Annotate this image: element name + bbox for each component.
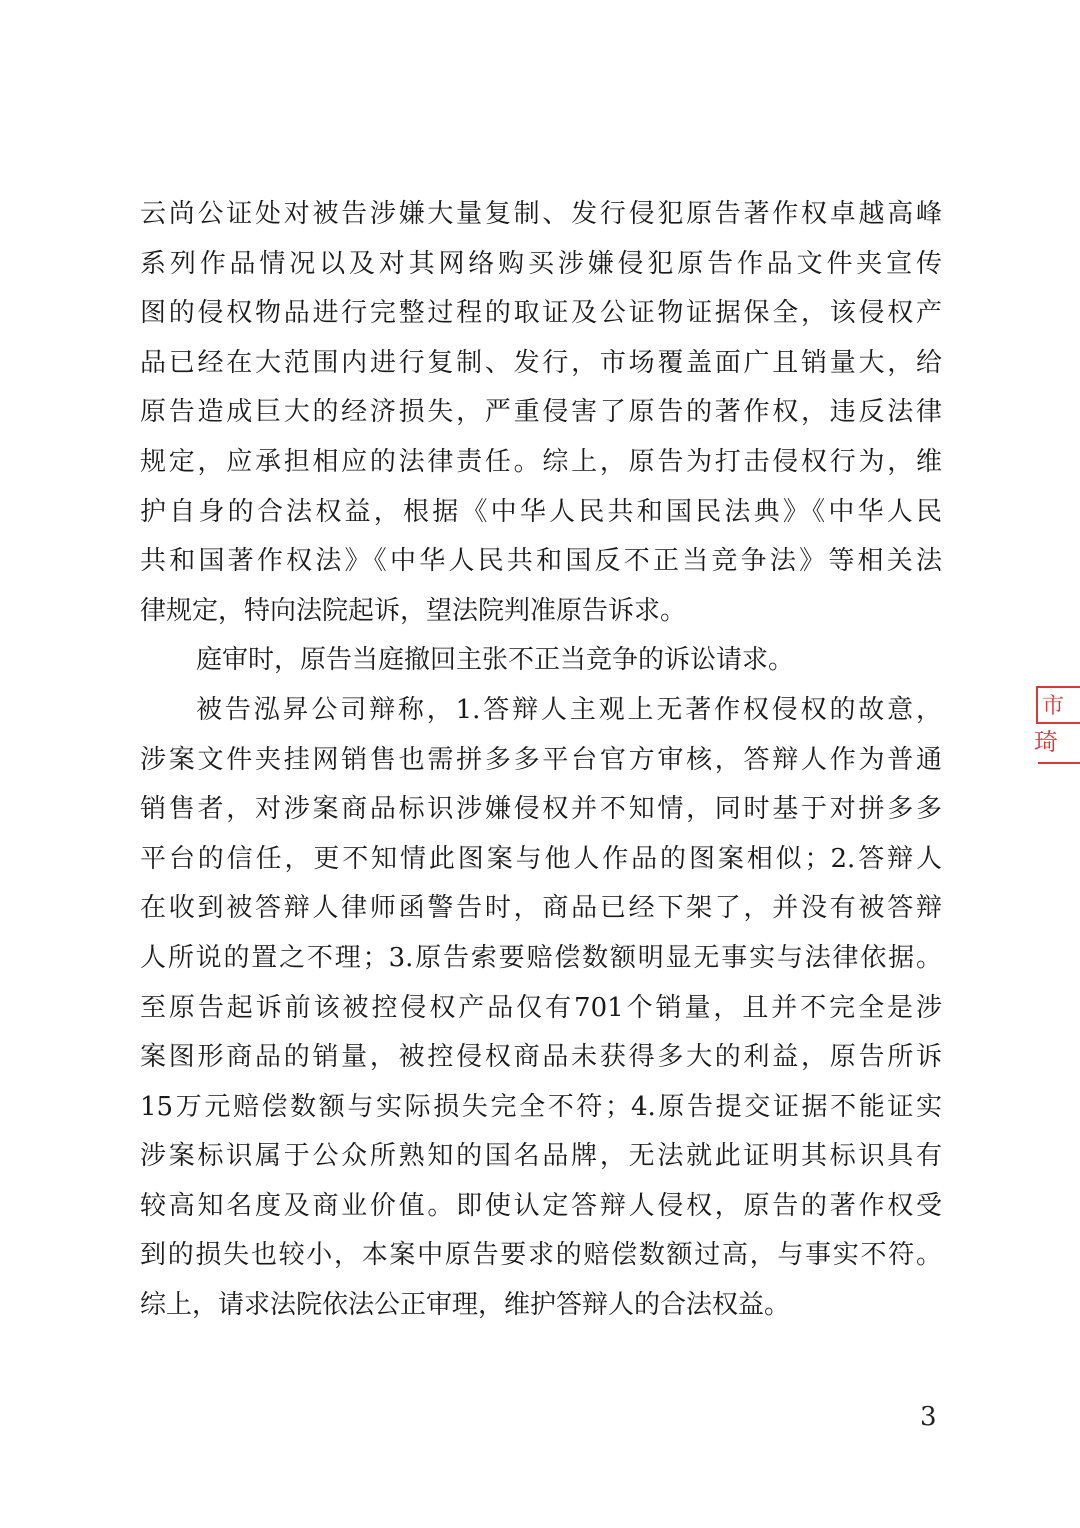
text-line: 涉案标识属于公众所熟知的国名品牌，无法就此证明其标识具有 <box>140 1141 942 1172</box>
text-line: 庭审时，原告当庭撤回主张不正当竞争的诉讼请求。 <box>196 645 795 676</box>
red-seal-stamp <box>1028 686 1080 766</box>
seal-underline <box>1038 762 1080 764</box>
text-line: 案图形商品的销量，被控侵权商品未获得多大的利益，原告所诉 <box>140 1042 942 1073</box>
text-line: 被告泓昇公司辩称，1.答辩人主观上无著作权侵权的故意， <box>196 694 942 725</box>
text-line: 涉案文件夹挂网销售也需拼多多平台官方审核，答辩人作为普通 <box>140 744 942 775</box>
text-line: 规定，应承担相应的法律责任。综上，原告为打击侵权行为，维 <box>140 446 942 477</box>
text-line: 品已经在大范围内进行复制、发行，市场覆盖面广且销量大，给 <box>140 347 942 378</box>
text-line: 到的损失也较小，本案中原告要求的赔偿数额过高，与事实不符。 <box>140 1240 942 1271</box>
text-line: 15万元赔偿数额与实际损失完全不符；4.原告提交证据不能证实 <box>140 1091 942 1122</box>
text-line: 销售者，对涉案商品标识涉嫌侵权并不知情，同时基于对拼多多 <box>140 794 942 825</box>
text-line: 图的侵权物品进行完整过程的取证及公证物证据保全，该侵权产 <box>140 298 942 329</box>
text-line: 综上，请求法院依法公正审理，维护答辩人的合法权益。 <box>140 1290 791 1321</box>
text-line: 原告造成巨大的经济损失，严重侵害了原告的著作权，违反法律 <box>140 397 942 428</box>
text-line: 共和国著作权法》《中华人民共和国反不正当竞争法》等相关法 <box>140 546 942 577</box>
text-line: 至原告起诉前该被控侵权产品仅有701个销量，且并不完全是涉 <box>140 992 942 1023</box>
page-number: 3 <box>920 1402 937 1432</box>
text-line: 人所说的置之不理；3.原告索要赔偿数额明显无事实与法律依据。 <box>140 942 942 973</box>
text-line: 在收到被答辩人律师函警告时，商品已经下架了，并没有被答辩 <box>140 893 942 924</box>
text-line: 律规定，特向法院起诉，望法院判准原告诉求。 <box>140 595 687 626</box>
text-line: 平台的信任，更不知情此图案与他人作品的图案相似；2.答辩人 <box>140 843 942 874</box>
text-line: 较高知名度及商业价值。即使认定答辩人侵权，原告的著作权受 <box>140 1190 942 1221</box>
text-line: 系列作品情况以及对其网络购买涉嫌侵犯原告作品文件夹宣传 <box>140 248 942 279</box>
seal-top-text: 市 <box>1036 686 1080 724</box>
text-line: 云尚公证处对被告涉嫌大量复制、发行侵犯原告著作权卓越高峰 <box>140 199 942 229</box>
text-line: 护自身的合法权益，根据《中华人民共和国民法典》《中华人民 <box>140 496 942 527</box>
body-text <box>140 190 942 1331</box>
seal-bottom-text: 琦 <box>1034 728 1058 756</box>
